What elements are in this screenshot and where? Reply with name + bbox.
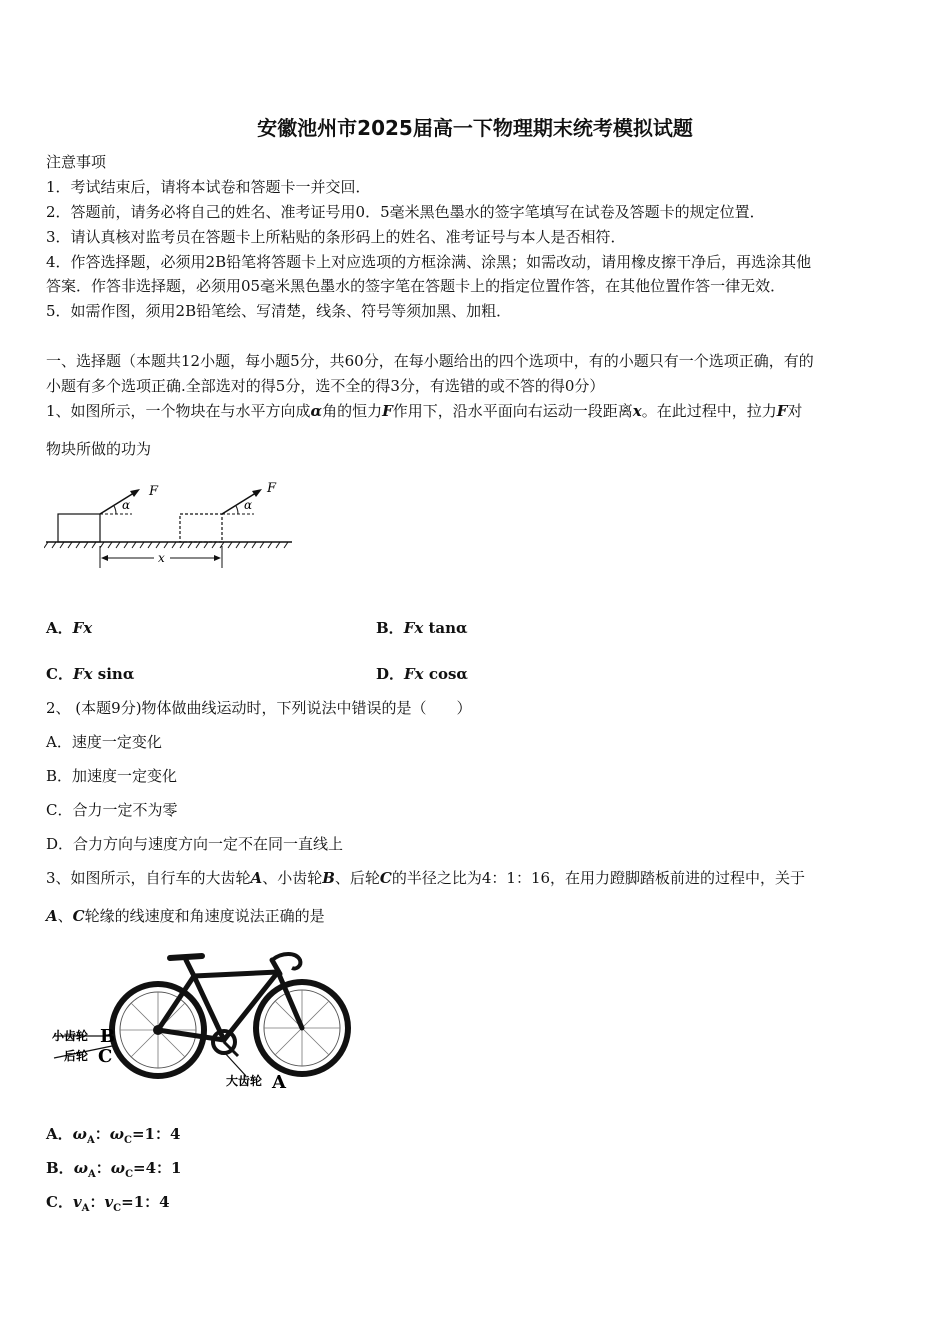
q1-alpha: α (310, 402, 323, 420)
q1-option-c: C．Fx sinα (46, 665, 135, 683)
q1-text-4: 。在此过程中，拉力 (641, 402, 777, 420)
notice-item-2: 2．答题前，请务必将自己的姓名、准考证号用0．5毫米黑色墨水的签字笔填写在试卷及答题卡的规定位置． (46, 203, 765, 221)
q1-force-2: F (776, 402, 788, 420)
ground (44, 542, 292, 548)
q3-stem: 3、如图所示，自行车的大齿轮A、小齿轮B、后轮C的半径之比为4：1：16，在用力蹬脚踏板前进的过程中，关于 (46, 869, 806, 887)
q1-text-5: 对 (787, 402, 803, 420)
q1-option-d: D．Fx cosα (376, 665, 468, 683)
distance-arrow-left (101, 555, 108, 561)
notice-heading: 注意事项 (46, 153, 107, 171)
block-end (180, 514, 222, 542)
alpha-label-2: α (244, 498, 253, 512)
section1-line2: 小题有多个选项正确.全部选对的得5分，选不全的得3分，有选错的或不答的得0分） (46, 377, 605, 395)
block-start (58, 514, 100, 542)
force-label-2: F (267, 481, 277, 496)
q3-option-c: C．$v_A$：$v_C=1$：4 (46, 1193, 170, 1214)
page-title: 安徽池州市2025届高一下物理期末统考模拟试题 (257, 116, 693, 140)
q1-text-1: 1、如图所示，一个物块在与水平方向成 (46, 402, 311, 420)
notice-item-5: 5．如需作图，须用2B铅笔绘、写清楚，线条、符号等须加黑、加粗． (46, 302, 512, 320)
q1-option-a: A．Fx (46, 619, 93, 637)
force-arrow-2 (222, 491, 259, 514)
q1-stem (46, 401, 802, 421)
q2-option-a: A．速度一定变化 (46, 733, 162, 751)
q1-stem-cont: 物块所做的功为 (46, 440, 152, 458)
force-arrowhead-2 (252, 489, 262, 497)
q1-text-3: 作用下，沿水平面向右运动一段距离 (392, 402, 633, 420)
q2-stem: 2、 (本题9分)物体做曲线运动时，下列说法中错误的是（ ） (46, 699, 472, 717)
alpha-label-1: α (122, 498, 131, 512)
distance-arrow-right (214, 555, 221, 561)
label-small-gear: 小齿轮 (52, 1029, 89, 1043)
force-label-1: F (149, 484, 159, 499)
q3-option-b: B．$\omega_A$：$\omega_C=4$：1 (46, 1159, 182, 1180)
force-arrow-1 (100, 491, 137, 514)
small-sprocket (153, 1025, 163, 1035)
notice-item-4-cont: 答案．作答非选择题，必须用05毫米黑色墨水的签字笔在答题卡上的指定位置作答，在其他位置作答一律无效． (46, 277, 786, 295)
distance-label: x (158, 551, 165, 565)
pointer-a (224, 1052, 246, 1076)
label-big-gear: 大齿轮 (226, 1074, 263, 1088)
q1-option-b: B．Fx tanα (376, 619, 468, 637)
q1-block-figure (44, 478, 294, 570)
label-a: A (272, 1072, 286, 1093)
q1-force: F (382, 402, 393, 420)
label-b: B (100, 1026, 116, 1047)
section1-line1: 一、选择题（本题共12小题，每小题5分，共60分，在每小题给出的四个选项中，有的小题只有一个选项正确，有的 (46, 352, 814, 370)
notice-item-4: 4．作答选择题，必须用2B铅笔将答题卡上对应选项的方框涂满、涂黑；如需改动，请用橡皮擦干净后，再选涂其他 (46, 253, 812, 271)
notice-item-3: 3．请认真核对监考员在答题卡上所粘贴的条形码上的姓名、准考证号与本人是否相符． (46, 228, 626, 246)
label-c: C (98, 1046, 113, 1067)
q2-option-c: C．合力一定不为零 (46, 801, 178, 819)
q2-option-d: D．合力方向与速度方向一定不在同一直线上 (46, 835, 344, 853)
angle-arc-1 (114, 506, 116, 514)
notice-item-1: 1．考试结束后，请将本试卷和答题卡一并交回． (46, 178, 371, 196)
force-arrowhead-1 (130, 489, 140, 497)
saddle (170, 956, 202, 958)
q3-stem-cont: A、C轮缘的线速度和角速度说法正确的是 (46, 907, 325, 925)
q1-distance: x (632, 402, 642, 420)
label-rear-wheel: 后轮 (64, 1049, 89, 1063)
q3-bicycle-figure (46, 942, 356, 1094)
q1-text-2: 角的恒力 (322, 402, 383, 420)
angle-arc-2 (236, 506, 238, 514)
q2-option-b: B．加速度一定变化 (46, 767, 178, 785)
q3-option-a: A．$\omega_A$：$\omega_C=1$：4 (46, 1125, 181, 1146)
